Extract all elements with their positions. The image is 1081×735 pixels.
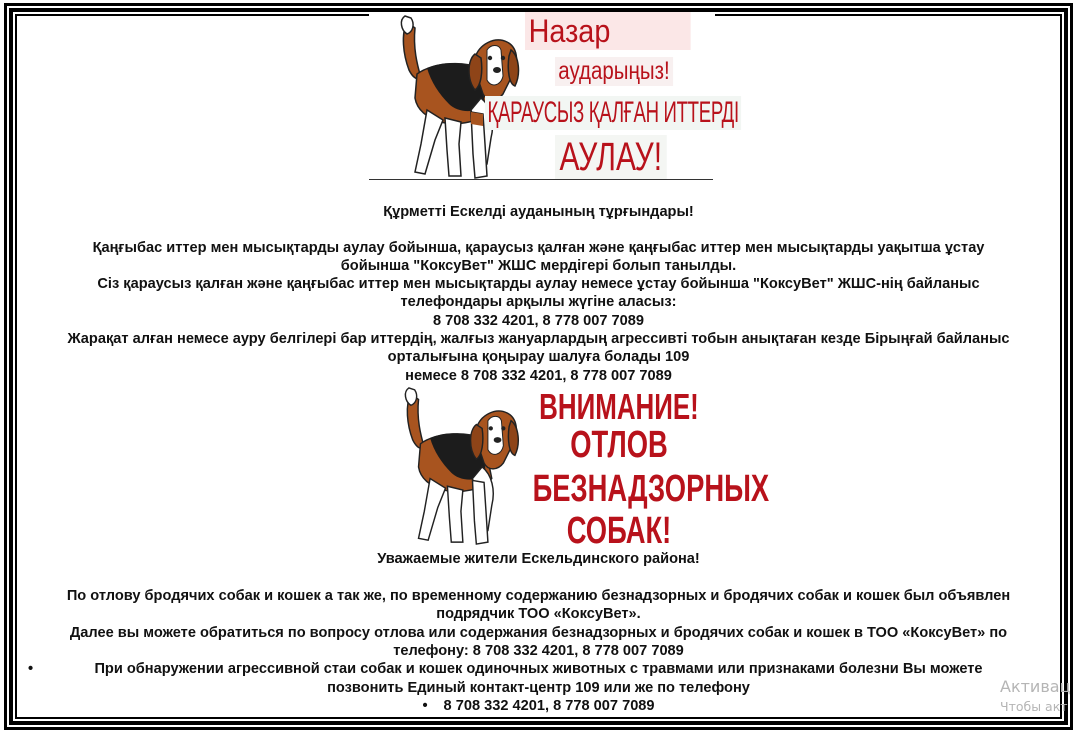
ru-phone-numbers	[17, 697, 1060, 716]
greeting-kazakh: Құрметті Ескелді ауданының тұрғындары!	[383, 204, 694, 220]
greeting-russian: Уважаемые жители Ескельдинского района!	[377, 551, 700, 567]
kz-paragraph-1-line-2: бойынша "КоксуВет" ЖШС мердігері болып танылды.	[340, 258, 737, 274]
ru-paragraph-2-line-1: Далее вы можете обратиться по вопросу отлова или содержания безнадзорных и бродячих собак и кошек в ТОО «КоксуВет» по	[69, 625, 1008, 641]
kz-paragraph-2-line-1: Сіз қараусыз қалған және қаңғыбас иттер мен мысықтарды аулау немесе ұстау бойынша "КоксуВет" ЖШС-нің байланыс	[97, 276, 980, 292]
bullet-icon: •	[28, 661, 34, 677]
banner-ru-line-2: ОТЛОВ	[570, 424, 668, 466]
bullet-icon: •	[422, 698, 428, 714]
notice-document	[17, 13, 1060, 717]
ru-paragraph-2-line-2: телефону: 8 708 332 4201, 8 778 007 7089	[393, 643, 684, 659]
banner-ru-line-3: БЕЗНАДЗОРНЫХ	[532, 468, 770, 510]
banner-ru-title: ВНИМАНИЕ!	[539, 386, 699, 427]
kz-paragraph-3-line-1: Жарақат алған немесе ауру белгілері бар иттердің, жалғыз жануарлардың агрессивті тобын анықтаған кезде Бірыңғай байланыс	[67, 331, 1010, 347]
beagle-dog-icon	[389, 386, 529, 546]
kz-paragraph-2-line-2: телефондары арқылы жүгіне аласыз:	[400, 294, 677, 310]
ru-paragraph-1-line-2: подрядчик ТОО «КоксуВет».	[436, 606, 641, 622]
banner-russian	[389, 386, 770, 552]
banner-kz-action: АУЛАУ!	[555, 135, 667, 180]
windows-activation-watermark-title: Активац	[1000, 677, 1071, 696]
kz-paragraph-3-line-2: орталығына қоңырау шалуға болады 109	[387, 349, 690, 365]
ru-paragraph-1-line-1: По отлову бродячих собак и кошек а так же, по временному содержанию безнадзорных и бродячих собак и кошек был объявлен	[66, 588, 1011, 604]
banner-divider	[369, 179, 713, 180]
ru-paragraph-3-line-1-text: При обнаружении агрессивной стаи собак и кошек одиночных животных с травмами или признаками болезни Вы можете	[94, 661, 983, 677]
kz-phone-numbers: 8 708 332 4201, 8 778 007 7089	[433, 313, 644, 329]
ru-phone-numbers-text: 8 708 332 4201, 8 778 007 7089	[443, 698, 655, 714]
kz-paragraph-1-line-1: Қаңғыбас иттер мен мысықтарды аулау бойынша, қараусыз қалған және қаңғыбас иттер мен мысықтарды уақытша ұстау	[92, 240, 985, 256]
ru-paragraph-3-line-2: позвонить Единый контакт-центр 109 или же по телефону	[327, 680, 750, 696]
windows-activation-watermark-subtitle: Чтобы акт	[1000, 699, 1068, 714]
banner-ru-line-4: СОБАК!	[566, 510, 672, 552]
banner-kz-headline: ҚАРАУСЫЗ ҚАЛҒАН ИТТЕРДІ	[485, 96, 741, 130]
ru-paragraph-3-line-1	[17, 660, 1060, 679]
banner-kazakh	[369, 12, 739, 184]
kz-paragraph-3-line-3: немесе 8 708 332 4201, 8 778 007 7089	[405, 368, 672, 384]
banner-kz-subtitle: аударыңыз!	[555, 57, 673, 86]
banner-kz-title: Назар	[525, 12, 691, 50]
